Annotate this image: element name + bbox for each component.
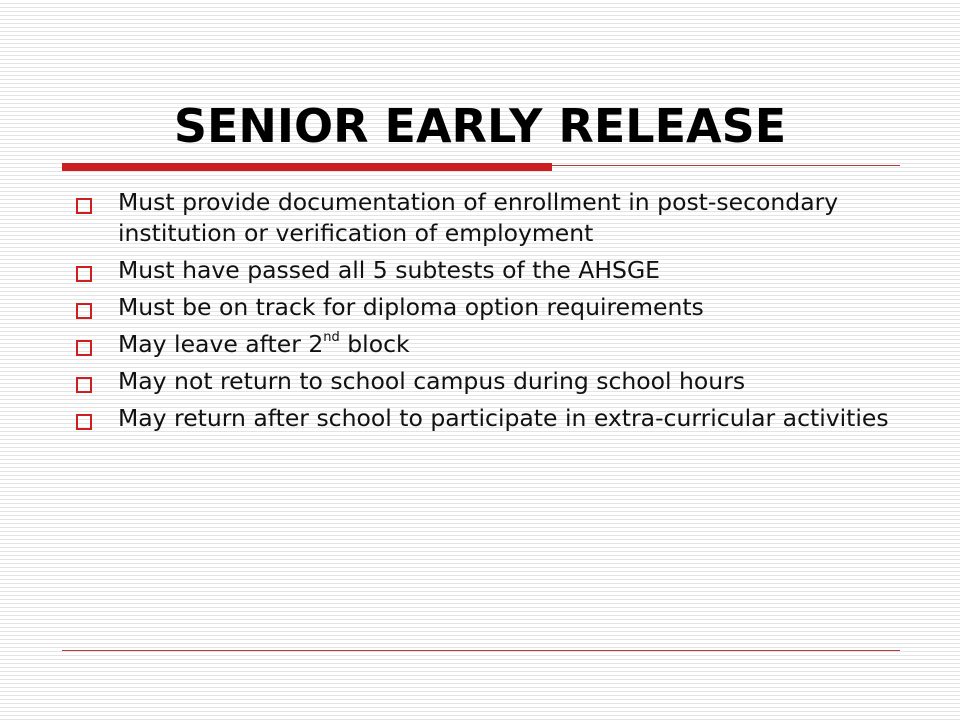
title-underline-thin bbox=[552, 165, 900, 166]
bullet-text-after: block bbox=[339, 330, 410, 358]
bullet-item-ahsge bbox=[72, 255, 892, 286]
hollow-square-icon bbox=[76, 414, 92, 430]
hollow-square-icon bbox=[76, 340, 92, 356]
ordinal-suffix: nd bbox=[323, 330, 340, 345]
hollow-square-icon bbox=[76, 266, 92, 282]
bullet-item-leave-after-block bbox=[72, 329, 892, 360]
footer-divider bbox=[62, 650, 900, 651]
bullet-item-no-return bbox=[72, 366, 892, 397]
bullet-item-extracurricular bbox=[72, 403, 892, 434]
bullet-text: May return after school to participate in extra-curricular activities bbox=[118, 404, 889, 432]
title-underline-thick bbox=[62, 163, 552, 171]
bullet-list bbox=[72, 187, 892, 440]
hollow-square-icon bbox=[76, 377, 92, 393]
bullet-item-documentation bbox=[72, 187, 892, 249]
bullet-text: Must be on track for diploma option requirements bbox=[118, 293, 704, 321]
bullet-text: May not return to school campus during school hours bbox=[118, 367, 746, 395]
bullet-text bbox=[118, 330, 410, 358]
hollow-square-icon bbox=[76, 198, 92, 214]
hollow-square-icon bbox=[76, 303, 92, 319]
bullet-item-diploma bbox=[72, 292, 892, 323]
bullet-text-before: May leave after 2 bbox=[118, 330, 324, 358]
slide-title: SENIOR EARLY RELEASE bbox=[173, 99, 787, 153]
bullet-text: Must have passed all 5 subtests of the AHSGE bbox=[118, 256, 661, 284]
bullet-text: Must provide documentation of enrollment in post-secondary institution or verification of employment bbox=[118, 188, 839, 247]
